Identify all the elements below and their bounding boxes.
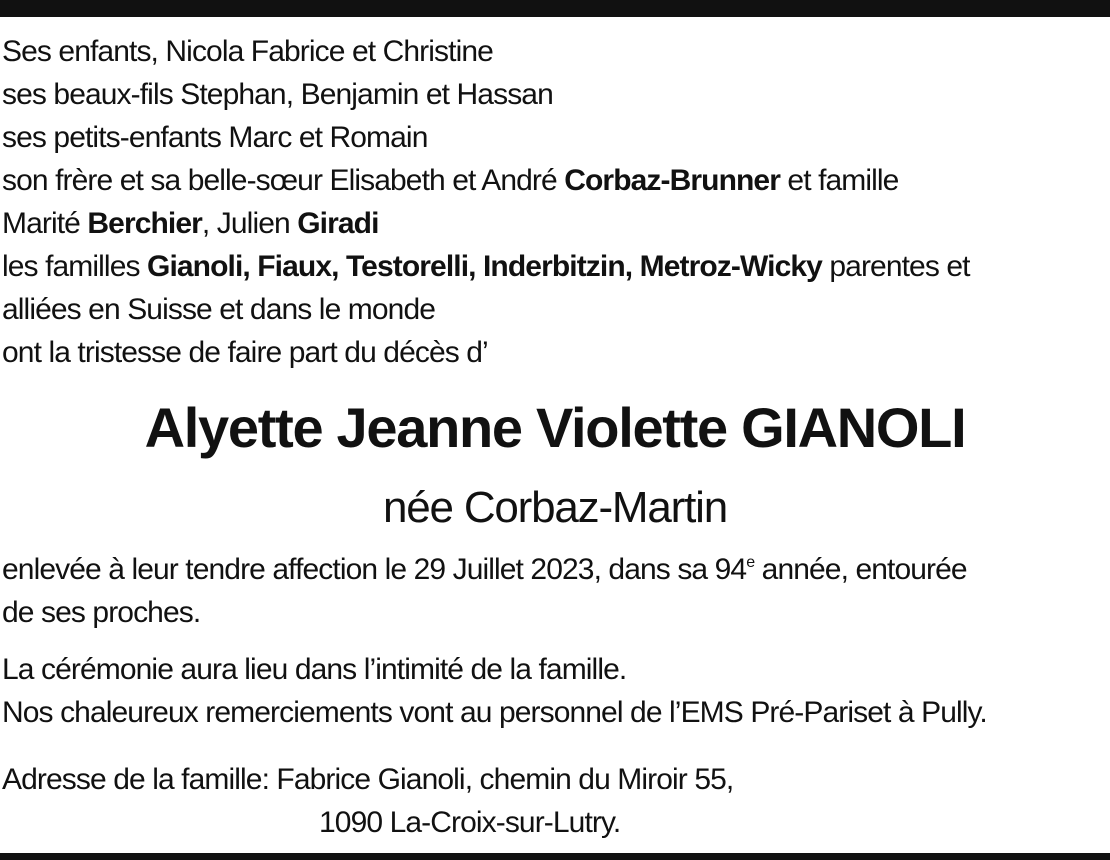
death-details bbox=[2, 548, 1108, 634]
families-text: les familles bbox=[2, 250, 148, 283]
family-line-announcement: ont la tristesse de faire part du décès d’ bbox=[2, 336, 488, 369]
ceremony-details bbox=[2, 648, 1108, 734]
bottom-border-rule bbox=[0, 853, 1110, 860]
siblings-text: son frère et sa belle-sœur Elisabeth et André bbox=[2, 164, 565, 197]
family-line-families bbox=[2, 245, 1108, 288]
relatives-surname-2: Giradi bbox=[297, 207, 379, 240]
siblings-surname: Corbaz-Brunner bbox=[564, 164, 780, 197]
family-line-grandchildren: ses petits-enfants Marc et Romain bbox=[2, 121, 428, 154]
deceased-name: Alyette Jeanne Violette GIANOLI bbox=[144, 396, 966, 459]
families-suffix: parentes et bbox=[821, 250, 970, 283]
siblings-suffix: et famille bbox=[779, 164, 899, 197]
relatives-text: Marité bbox=[2, 207, 88, 240]
death-date-text: enlevée à leur tendre affection le 29 Juillet 2023, dans sa 94 bbox=[2, 553, 747, 586]
death-date-line bbox=[2, 548, 1108, 591]
address-line-1: Adresse de la famille: Fabrice Gianoli, chemin du Miroir 55, bbox=[2, 763, 734, 796]
family-announcement bbox=[2, 30, 1108, 374]
ordinal-suffix: e bbox=[746, 554, 755, 571]
relatives-surname-1: Berchier bbox=[87, 207, 202, 240]
family-line-relatives bbox=[2, 202, 1108, 245]
thanks-line: Nos chaleureux remerciements vont au personnel de l’EMS Pré-Pariset à Pully. bbox=[2, 696, 987, 729]
death-surrounded-line: de ses proches. bbox=[2, 596, 201, 629]
ceremony-line: La cérémonie aura lieu dans l’intimité de la famille. bbox=[2, 653, 627, 686]
families-surnames: Gianoli, Fiaux, Testorelli, Inderbitzin, Metroz-Wicky bbox=[147, 250, 822, 283]
family-line-children: Ses enfants, Nicola Fabrice et Christine bbox=[2, 35, 493, 68]
relatives-mid: , Julien bbox=[201, 207, 298, 240]
family-line-allies: alliées en Suisse et dans le monde bbox=[2, 293, 436, 326]
death-date-suffix: année, entourée bbox=[754, 553, 967, 586]
family-line-siblings bbox=[2, 159, 1108, 202]
address-line-2: 1090 La-Croix-sur-Lutry. bbox=[319, 806, 621, 839]
deceased-maiden-name: née Corbaz-Martin bbox=[383, 483, 727, 532]
family-line-sons-in-law: ses beaux-fils Stephan, Benjamin et Hassan bbox=[2, 78, 553, 111]
top-border-rule bbox=[0, 0, 1110, 17]
family-address bbox=[2, 758, 1108, 844]
